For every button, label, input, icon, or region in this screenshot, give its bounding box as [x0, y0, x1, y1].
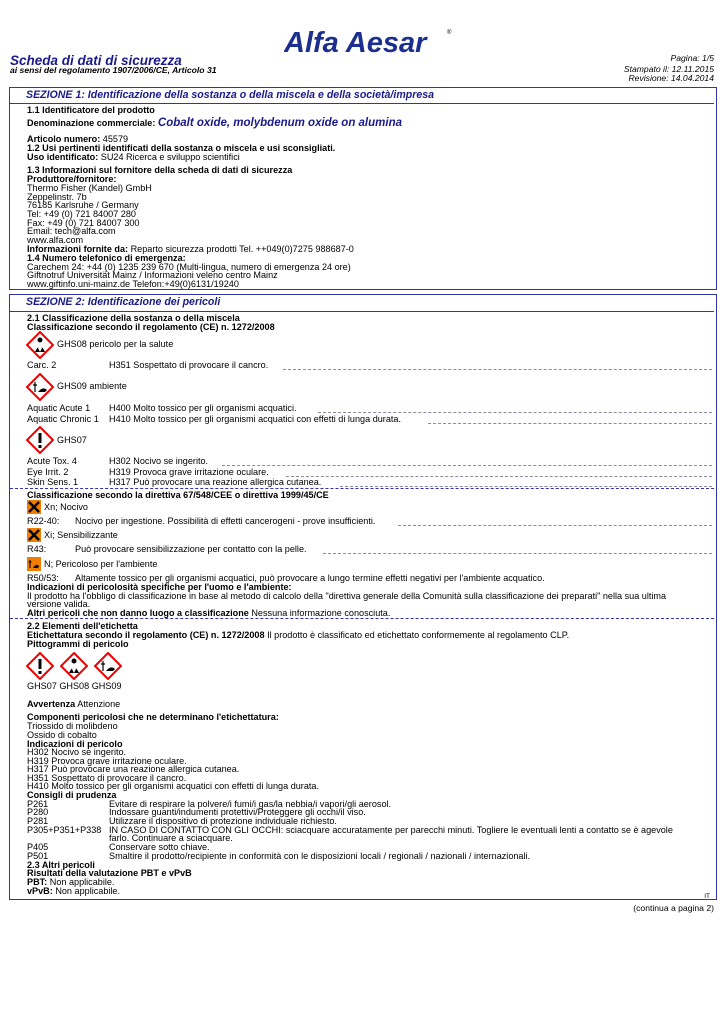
n-label: N; Pericoloso per l'ambiente — [44, 559, 158, 569]
r-phrase-text: Altamente tossico per gli organismi acquatici, può provocare a lungo termine effetti negativi per l'ambiente acquatico. — [75, 573, 545, 583]
s2-value: Non applicabile. — [49, 877, 115, 887]
s1-value: SU24 Ricerca e sviluppo scientifici — [100, 152, 240, 162]
p-code: P405 — [27, 842, 49, 852]
s2-line: 2.2 Elementi dell'etichetta — [27, 621, 138, 631]
pictogram-labels: GHS07 GHS08 GHS09 — [27, 681, 122, 691]
emergency-line: Giftnotruf Universität Mainz / Informazioni veleno centro Mainz — [27, 270, 278, 280]
dotted-leader — [398, 525, 712, 526]
address-line: Fax: +49 (0) 721 84007 300 — [27, 218, 140, 228]
s1-label: Uso identificato: — [27, 152, 99, 162]
hazard-class: Aquatic Acute 1 — [27, 403, 91, 413]
s2-line: Classificazione secondo il regolamento (CE) n. 1272/2008 — [27, 322, 275, 332]
s1-line: 1.4 Numero telefonico di emergenza: — [27, 253, 186, 263]
ghs07-exclamation-icon — [26, 652, 54, 680]
doc-title: Scheda di dati di sicurezza — [10, 53, 182, 68]
h-statement: H410 Molto tossico per gli organismi acquatici con effetti di lunga durata. — [27, 781, 320, 791]
continuation-note: (continua a pagina 2) — [633, 903, 714, 913]
emergency-line: Carechem 24: +44 (0) 1235 239 670 (Multi-lingua, numero di emergenza 24 ore) — [27, 262, 351, 272]
s2-line: 2.1 Classificazione della sostanza o della miscela — [27, 313, 240, 323]
dotted-leader — [283, 369, 712, 370]
r-phrase-text: Può provocare sensibilizzazione per contatto con la pelle. — [75, 544, 307, 554]
address-line: www.alfa.com — [27, 235, 84, 245]
p-code: P501 — [27, 851, 49, 861]
s2-value: Il prodotto è classificato ed etichettato conformemente al regolamento CLP. — [267, 630, 570, 640]
s1-value: 45579 — [102, 134, 129, 144]
address-line: Tel: +49 (0) 721 84007 280 — [27, 209, 136, 219]
p-text: IN CASO DI CONTATTO CON GLI OCCHI: sciacquare accuratamente per parecchi minuti. Togliere le eventuali lenti a contatto se è agevole — [109, 825, 673, 835]
component: Triossido di molibdeno — [27, 721, 118, 731]
product-name: Cobalt oxide, molybdenum oxide on alumina — [157, 117, 402, 129]
address-line: Thermo Fisher (Kandel) GmbH — [27, 183, 152, 193]
hazard-statement: H319 Provoca grave irritazione oculare. — [109, 467, 269, 477]
ghs09-environment-icon — [26, 373, 54, 401]
section-1-title: SEZIONE 1: Identificazione della sostanza o della miscela e della società/impresa — [26, 89, 435, 101]
xn-harmful-icon — [27, 500, 41, 514]
p-text: farlo. Continuare a sciacquare. — [109, 833, 233, 843]
address-line: Email: tech@alfa.com — [27, 226, 116, 236]
p-code: P305+P351+P338 — [27, 825, 102, 835]
address-line: 76185 Karlsruhe / Germany — [27, 200, 139, 210]
s2-text: versione valida. — [27, 599, 91, 609]
hazard-statement: H317 Può provocare una reazione allergica cutanea. — [109, 477, 322, 487]
hazard-statement: H302 Nocivo se ingerito. — [109, 456, 209, 466]
r-phrase-code: R43: — [27, 544, 47, 554]
r-phrase-text: Nocivo per ingestione. Possibilità di effetti cancerogeni - prove insufficienti. — [75, 516, 376, 526]
p-text: Evitare di respirare la polvere/i fumi/i gas/la nebbia/i vapori/gli aerosol. — [109, 799, 392, 809]
revision-date: Revisione: 14.04.2014 — [628, 73, 714, 83]
s2-label: PBT: — [27, 877, 48, 887]
component: Ossido di cobalto — [27, 730, 97, 740]
p-text: Indossare guanti/indumenti protettivi/Proteggere gli occhi/il viso. — [109, 807, 366, 817]
ghs08-health-hazard-icon — [26, 331, 54, 359]
s2-line: 2.3 Altri pericoli — [27, 860, 95, 870]
r-phrase-code: R50/53: — [27, 573, 59, 583]
ghs07-exclamation-icon — [26, 426, 54, 454]
ghs08-health-hazard-icon — [60, 652, 88, 680]
h-statement: H351 Sospettato di provocare il cancro. — [27, 773, 187, 783]
dotted-leader — [428, 423, 712, 424]
alfa-aesar-logo — [284, 28, 454, 56]
p-text: Conservare sotto chiave. — [109, 842, 210, 852]
s2-line: Classificazione secondo la direttiva 67/548/CEE o direttiva 1999/45/CE — [27, 490, 329, 500]
dotted-leader — [222, 465, 712, 466]
p-code: P261 — [27, 799, 49, 809]
hazard-class: Carc. 2 — [27, 360, 57, 370]
logo-text: Alfa Aesar — [284, 28, 427, 56]
s2-label: vPvB: — [27, 886, 53, 896]
s1-line: 1.3 Informazioni sul fornitore della scheda di dati di sicurezza — [27, 165, 293, 175]
xi-irritant-icon — [27, 528, 41, 542]
h-statement: H302 Nocivo se ingerito. — [27, 747, 127, 757]
s2-value: Non applicabile. — [55, 886, 121, 896]
dotted-leader — [318, 412, 712, 413]
dashed-separator — [10, 618, 714, 619]
ghs09-label: GHS09 ambiente — [57, 381, 127, 391]
dotted-leader — [323, 553, 712, 554]
s2-line: Indicazioni di pericolosità specifiche per l'uomo e l'ambiente: — [27, 582, 292, 592]
s1-line: Produttore/fornitore: — [27, 174, 117, 184]
s2-value: Nessuna informazione conosciuta. — [251, 608, 391, 618]
hazard-statement: H351 Sospettato di provocare il cancro. — [109, 360, 269, 370]
s1-label: Denominazione commerciale: — [27, 118, 156, 128]
s2-line: Indicazioni di pericolo — [27, 739, 123, 749]
section-2-title: SEZIONE 2: Identificazione dei pericoli — [26, 296, 221, 308]
registered-mark: ® — [447, 30, 452, 36]
doc-subtitle: ai sensi del regolamento 1907/2006/CE, Articolo 31 — [10, 65, 217, 75]
hazard-class: Skin Sens. 1 — [27, 477, 79, 487]
s1-line: 1.1 Identificatore del prodotto — [27, 105, 155, 115]
s2-text: Il prodotto ha l'obbligo di classificazione in base al metodo di calcolo della "direttiva generale della Comunità sulla classificazione dei preparati" nella sua ultima — [27, 591, 667, 601]
s1-label: Informazioni fornite da: — [27, 244, 129, 254]
s1-line: 1.2 Usi pertinenti identificati della sostanza o miscela e usi sconsigliati. — [27, 143, 336, 153]
hazard-class: Acute Tox. 4 — [27, 456, 77, 466]
s2-label: Etichettatura secondo il regolamento (CE) n. 1272/2008 — [27, 630, 265, 640]
language-code: IT — [704, 893, 710, 900]
dotted-leader — [340, 486, 712, 487]
emergency-line: www.giftinfo.uni-mainz.de Telefon:+49(0)6131/19240 — [27, 279, 239, 289]
s2-value: Attenzione — [77, 699, 121, 709]
r-phrase-code: R22-40: — [27, 516, 60, 526]
s2-line: Pittogrammi di pericolo — [27, 639, 129, 649]
ghs09-environment-icon — [94, 652, 122, 680]
s1-value: Reparto sicurezza prodotti Tel. ++049(0)7275 988687-0 — [130, 244, 354, 254]
section-1-rule — [10, 103, 714, 104]
print-date: Stampato il: 12.11.2015 — [623, 64, 714, 74]
s2-label: Avvertenza — [27, 699, 76, 709]
address-line: Zeppelinstr. 7b — [27, 192, 87, 202]
xi-label: Xi; Sensibilizzante — [44, 530, 118, 540]
s2-line: Risultati della valutazione PBT e vPvB — [27, 868, 192, 878]
hazard-class: Eye Irrit. 2 — [27, 467, 69, 477]
p-code: P280 — [27, 807, 49, 817]
page-number: Pagina: 1/5 — [670, 53, 714, 63]
hazard-statement: H400 Molto tossico per gli organismi acquatici. — [109, 403, 297, 413]
h-statement: H317 Può provocare una reazione allergica cutanea. — [27, 764, 240, 774]
p-text: Utilizzare il dispositivo di protezione individuale richiesto. — [109, 816, 337, 826]
p-code: P281 — [27, 816, 49, 826]
n-environment-icon — [27, 557, 41, 571]
ghs08-label: GHS08 pericolo per la salute — [57, 339, 174, 349]
dashed-separator — [10, 488, 714, 489]
s2-label: Altri pericoli che non danno luogo a classificazione — [27, 608, 249, 618]
s2-line: Componenti pericolosi che ne determinano l'etichettatura: — [27, 712, 279, 722]
h-statement: H319 Provoca grave irritazione oculare. — [27, 756, 187, 766]
hazard-class: Aquatic Chronic 1 — [27, 414, 99, 424]
p-text: Smaltire il prodotto/recipiente in conformità con le disposizioni locali / regionali / nazionali / internazionali. — [109, 851, 531, 861]
xn-label: Xn; Nocivo — [44, 502, 88, 512]
ghs07-label: GHS07 — [57, 435, 87, 445]
s2-line: Consigli di prudenza — [27, 790, 117, 800]
section-2-rule — [10, 311, 714, 312]
hazard-statement: H410 Molto tossico per gli organismi acquatici con effetti di lunga durata. — [109, 414, 402, 424]
s1-label: Articolo numero: — [27, 134, 101, 144]
dotted-leader — [286, 476, 712, 477]
